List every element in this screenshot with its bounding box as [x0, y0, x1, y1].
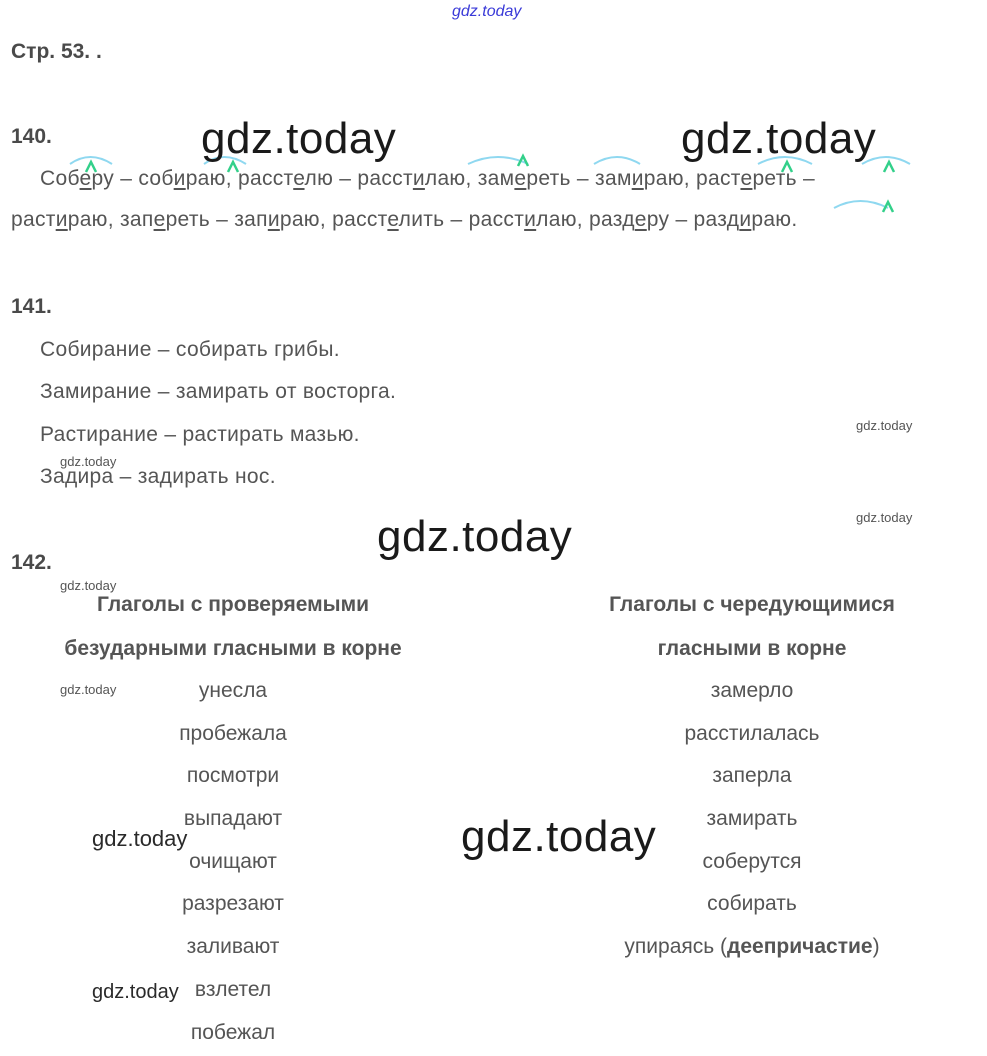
root-arc: [834, 201, 888, 208]
stress-mark: [884, 162, 894, 172]
exercise-141-line: Замирание – замирать от восторга.: [40, 380, 397, 403]
verb-checkable: посмотри: [186, 764, 280, 787]
watermark-top: gdz.today: [452, 3, 522, 20]
watermark-big: gdz.today: [377, 512, 573, 561]
verb-alternating-participle: упираясь (деепричастие): [624, 935, 880, 958]
exercise-141-line: Задира – задирать нос.: [40, 465, 276, 488]
exercise-140-line-2: растираю, запереть – запираю, расстелить – расстилаю, раздеру – раздираю.: [11, 208, 798, 231]
verb-alternating: собирать: [707, 892, 797, 915]
verb-alternating: расстилалась: [684, 722, 820, 745]
left-column-header: безударными гласными в корне: [64, 637, 402, 660]
watermark-big: gdz.today: [201, 114, 397, 163]
watermark-small: gdz.today: [60, 682, 117, 697]
watermark-big: gdz.today: [461, 812, 657, 861]
watermark-medium: gdz.today: [92, 826, 188, 851]
right-column-header: Глаголы с чередующимися: [609, 593, 895, 616]
exercise-142-number: 142.: [11, 551, 52, 574]
verb-checkable: разрезают: [182, 892, 284, 915]
verb-alternating: заперла: [712, 764, 792, 787]
right-column-header: гласными в корне: [657, 637, 847, 660]
exercise-141-line: Собирание – собирать грибы.: [40, 338, 340, 361]
verb-checkable: взлетел: [194, 978, 272, 1001]
watermark-medium: gdz.today: [92, 981, 179, 1003]
verb-checkable: очищают: [189, 850, 277, 873]
root-arc: [594, 157, 640, 164]
exercise-141-number: 141.: [11, 295, 52, 318]
verb-alternating: замирать: [706, 807, 798, 830]
verb-checkable: пробежала: [179, 722, 287, 745]
watermark-small: gdz.today: [60, 578, 117, 593]
exercise-140-line-1: Соберу – собираю, расстелю – расстилаю, замереть – замираю, растереть –: [40, 167, 815, 190]
verb-alternating: соберутся: [702, 850, 802, 873]
watermark-small: gdz.today: [856, 510, 913, 525]
verb-checkable: заливают: [186, 935, 280, 958]
exercise-141-line: Растирание – растирать мазью.: [40, 423, 360, 446]
verb-alternating: замерло: [710, 679, 794, 702]
verb-checkable: побежал: [190, 1021, 276, 1044]
left-column-header: Глаголы с проверяемыми: [96, 593, 370, 616]
exercise-140-number: 140.: [11, 125, 52, 148]
watermark-big: gdz.today: [681, 114, 877, 163]
watermark-small: gdz.today: [856, 418, 913, 433]
page-reference: Стр. 53. .: [11, 40, 102, 63]
watermark-small: gdz.today: [60, 454, 117, 469]
verb-checkable: выпадают: [183, 807, 283, 830]
verb-checkable: унесла: [198, 679, 268, 702]
